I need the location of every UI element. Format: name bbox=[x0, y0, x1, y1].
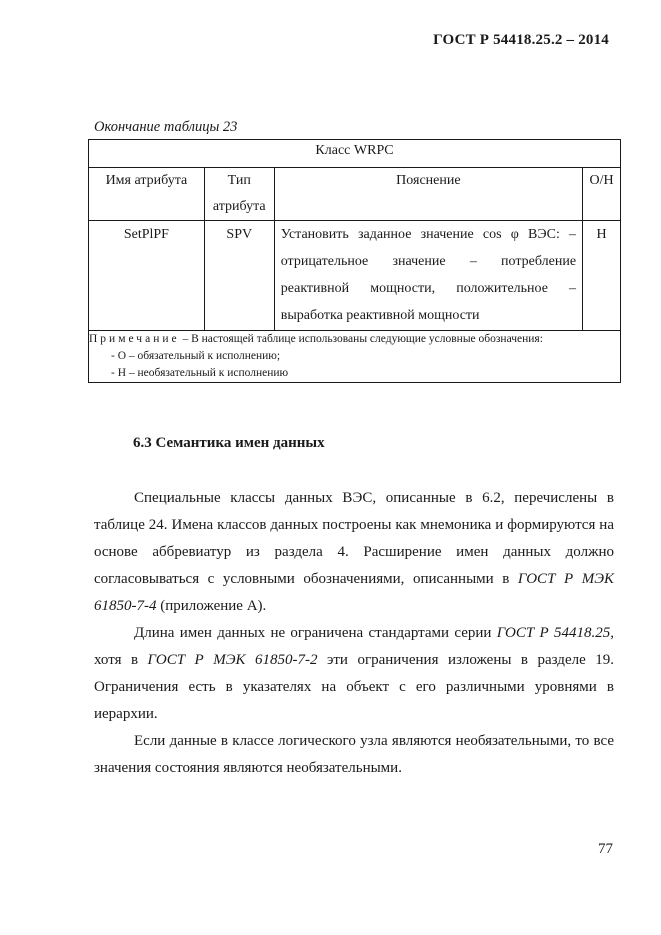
class-title: Класс WRPC bbox=[89, 140, 621, 168]
table-note bbox=[89, 331, 621, 383]
paragraph bbox=[94, 620, 614, 728]
attribute-table bbox=[88, 139, 621, 383]
paragraph-text: Длина имен данных не ограничена стандартами серии bbox=[134, 625, 497, 641]
table-header-row bbox=[89, 168, 621, 221]
note-body: – В настоящей таблице использованы следующие условные обозначения: bbox=[179, 333, 543, 345]
cell-attr-type: SPV bbox=[204, 221, 274, 331]
note-label: Примечание bbox=[89, 333, 180, 345]
cell-explanation: Установить заданное значение cos φ ВЭС: – отрицательное значение – потребление реактивной мощности, положительное – выработка реактивной мощности bbox=[274, 221, 582, 331]
paragraph-text: Специальные классы данных ВЭС, описанные в 6.2, перечислены в таблице 24. Имена классов данных построены как мнемоника и формируются на основе аббревиатур из раздела 4. Расширение имен данных должно согласовываться с условными обозначениями, описанными в bbox=[94, 490, 614, 587]
note-item: - Н – необязательный к исполнению bbox=[111, 367, 289, 379]
paragraph-text: , хотя в bbox=[94, 625, 614, 668]
col-header-type-line1: Тип bbox=[227, 173, 251, 188]
paragraph-text: (приложение А). bbox=[156, 598, 267, 614]
paragraph bbox=[94, 485, 614, 620]
table-class-row bbox=[89, 140, 621, 168]
col-header-name: Имя атрибута bbox=[89, 168, 205, 221]
table-row bbox=[89, 221, 621, 331]
col-header-type bbox=[204, 168, 274, 221]
paragraph-text: эти ограничения изложены в разделе 19. Ограничения есть в указателях на объект с его различными уровнями в иерархии. bbox=[94, 652, 614, 722]
document-header: ГОСТ Р 54418.25.2 – 2014 bbox=[433, 32, 609, 48]
note-text bbox=[89, 331, 620, 348]
standard-reference: ГОСТ Р МЭК 61850-7-4 bbox=[94, 571, 614, 614]
page-number: 77 bbox=[598, 841, 613, 857]
col-header-on: О/Н bbox=[583, 168, 621, 221]
cell-attr-name: SetPlPF bbox=[89, 221, 205, 331]
table-note-row bbox=[89, 331, 621, 383]
note-item: - О – обязательный к исполнению; bbox=[111, 350, 281, 362]
standard-reference: ГОСТ Р 54418.25 bbox=[496, 625, 611, 641]
body-text bbox=[94, 485, 614, 782]
paragraph: Если данные в классе логического узла являются необязательными, то все значения состояния являются необязательными. bbox=[94, 733, 614, 776]
col-header-type-line2: атрибута bbox=[212, 199, 266, 214]
cell-on: Н bbox=[583, 221, 621, 331]
table-caption: Окончание таблицы 23 bbox=[94, 119, 238, 135]
col-header-explanation: Пояснение bbox=[274, 168, 582, 221]
section-title: 6.3 Семантика имен данных bbox=[133, 435, 325, 451]
standard-reference: ГОСТ Р МЭК 61850-7-2 bbox=[147, 652, 318, 668]
